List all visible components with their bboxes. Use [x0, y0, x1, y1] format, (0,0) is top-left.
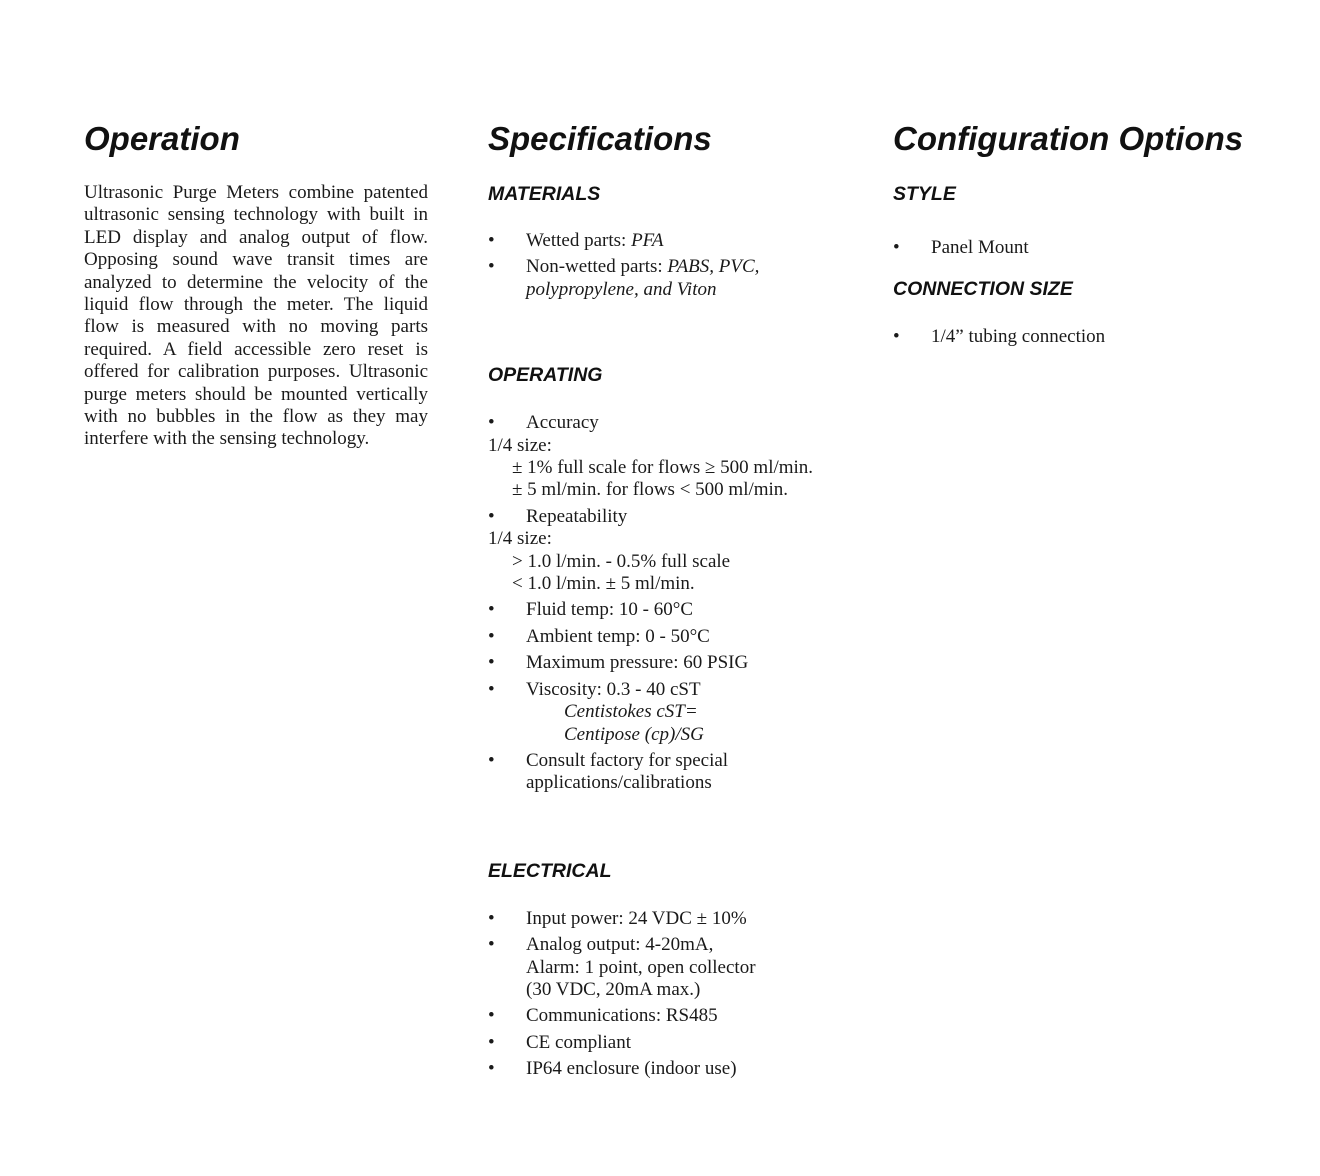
list-item — [488, 626, 868, 648]
list-item — [488, 652, 868, 674]
bullet-icon: • — [488, 907, 495, 929]
list-item — [488, 679, 868, 746]
tubing-connection: 1/4” tubing connection — [931, 326, 1106, 348]
repeatability-label: Repeatability — [526, 505, 628, 527]
wetted-value: PFA — [631, 230, 664, 251]
analog-line1: Analog output: 4-20mA, — [526, 934, 714, 956]
viscosity-note: Centistokes cST= — [564, 701, 698, 723]
list-item — [488, 750, 868, 795]
operating-list — [488, 506, 868, 528]
list-item — [488, 1032, 868, 1054]
list-item — [488, 908, 868, 930]
analog-line3: (30 VDC, 20mA max.) — [526, 978, 701, 1000]
consult-line1: Consult factory for special — [526, 749, 729, 771]
operation-paragraph: Ultrasonic Purge Meters combine patented ultrasonic sensing technology with built in LED display and analog output of flow. Opposing sound wave transit times are analyzed to determine the velocity of the liquid flow through the meter. The liquid flow is measured with no moving parts required. A field accessible zero reset is offered for calibration purposes. Ultrasonic purge meters should be mounted vertically with no bubbles in the flow as they may interfere with the sensing technology. — [84, 182, 428, 450]
specifications-title: Specifications — [488, 120, 712, 157]
bullet-icon: • — [893, 326, 900, 348]
connection-list — [893, 326, 1293, 348]
bullet-icon: • — [488, 652, 495, 674]
bullet-icon: • — [488, 505, 495, 527]
list-item — [488, 230, 868, 252]
bullet-icon: • — [488, 1031, 495, 1053]
bullet-icon: • — [488, 412, 495, 434]
configuration-title: Configuration Options — [893, 120, 1244, 157]
analog-line2: Alarm: 1 point, open collector — [526, 956, 756, 978]
list-item — [893, 237, 1293, 259]
accuracy-label: Accuracy — [526, 412, 599, 434]
accuracy-line: ± 1% full scale for flows ≥ 500 ml/min. — [512, 457, 814, 479]
repeatability-size: 1/4 size: — [488, 528, 552, 550]
repeatability-line: < 1.0 l/min. ± 5 ml/min. — [512, 573, 695, 595]
materials-list — [488, 230, 868, 301]
operating-list — [488, 599, 868, 794]
operation-title: Operation — [84, 120, 240, 157]
ip64-enclosure: IP64 enclosure (indoor use) — [526, 1058, 737, 1080]
materials-heading: MATERIALS — [488, 183, 601, 205]
style-list — [893, 237, 1293, 259]
electrical-heading: ELECTRICAL — [488, 859, 612, 882]
operation-column — [84, 118, 428, 451]
electrical-list — [488, 908, 868, 1081]
consult-line2: applications/calibrations — [526, 772, 712, 794]
communications: Communications: RS485 — [526, 1005, 718, 1027]
list-item — [893, 326, 1293, 348]
bullet-icon: • — [488, 230, 495, 251]
accuracy-line: ± 5 ml/min. for flows < 500 ml/min. — [512, 479, 789, 501]
accuracy-size: 1/4 size: — [488, 434, 552, 456]
input-power: Input power: 24 VDC ± 10% — [526, 907, 747, 929]
operating-list — [488, 412, 868, 434]
bullet-icon: • — [488, 599, 495, 621]
bullet-icon: • — [488, 256, 495, 278]
list-item — [488, 1058, 868, 1080]
configuration-column — [893, 118, 1293, 353]
list-item — [488, 1005, 868, 1027]
list-item — [488, 599, 868, 621]
bullet-icon: • — [488, 625, 495, 647]
bullet-icon: • — [488, 678, 495, 700]
panel-mount: Panel Mount — [931, 237, 1029, 258]
nonwetted-value-line2: polypropylene, and Viton — [526, 278, 717, 300]
specifications-column — [488, 118, 868, 1085]
bullet-icon: • — [488, 1005, 495, 1027]
list-item — [488, 934, 868, 1001]
wetted-label: Wetted parts: — [526, 230, 632, 251]
connection-size-heading: CONNECTION SIZE — [893, 278, 1073, 301]
nonwetted-label: Non-wetted parts: — [526, 256, 668, 278]
fluid-temp: Fluid temp: 10 - 60°C — [526, 599, 693, 621]
list-item — [488, 506, 868, 528]
nonwetted-value-line1: PABS, PVC, — [667, 256, 760, 278]
repeatability-line: > 1.0 l/min. - 0.5% full scale — [512, 550, 731, 572]
ce-compliant: CE compliant — [526, 1031, 632, 1053]
viscosity-note: Centipose (cp)/SG — [564, 723, 704, 745]
bullet-icon: • — [893, 237, 900, 258]
list-item — [488, 412, 868, 434]
ambient-temp: Ambient temp: 0 - 50°C — [526, 625, 710, 647]
max-pressure: Maximum pressure: 60 PSIG — [526, 652, 749, 674]
bullet-icon: • — [488, 1058, 495, 1080]
viscosity: Viscosity: 0.3 - 40 cST — [526, 678, 701, 700]
style-heading: STYLE — [893, 183, 956, 205]
list-item — [488, 256, 868, 301]
bullet-icon: • — [488, 934, 495, 956]
operating-heading: OPERATING — [488, 364, 603, 387]
bullet-icon: • — [488, 749, 495, 771]
